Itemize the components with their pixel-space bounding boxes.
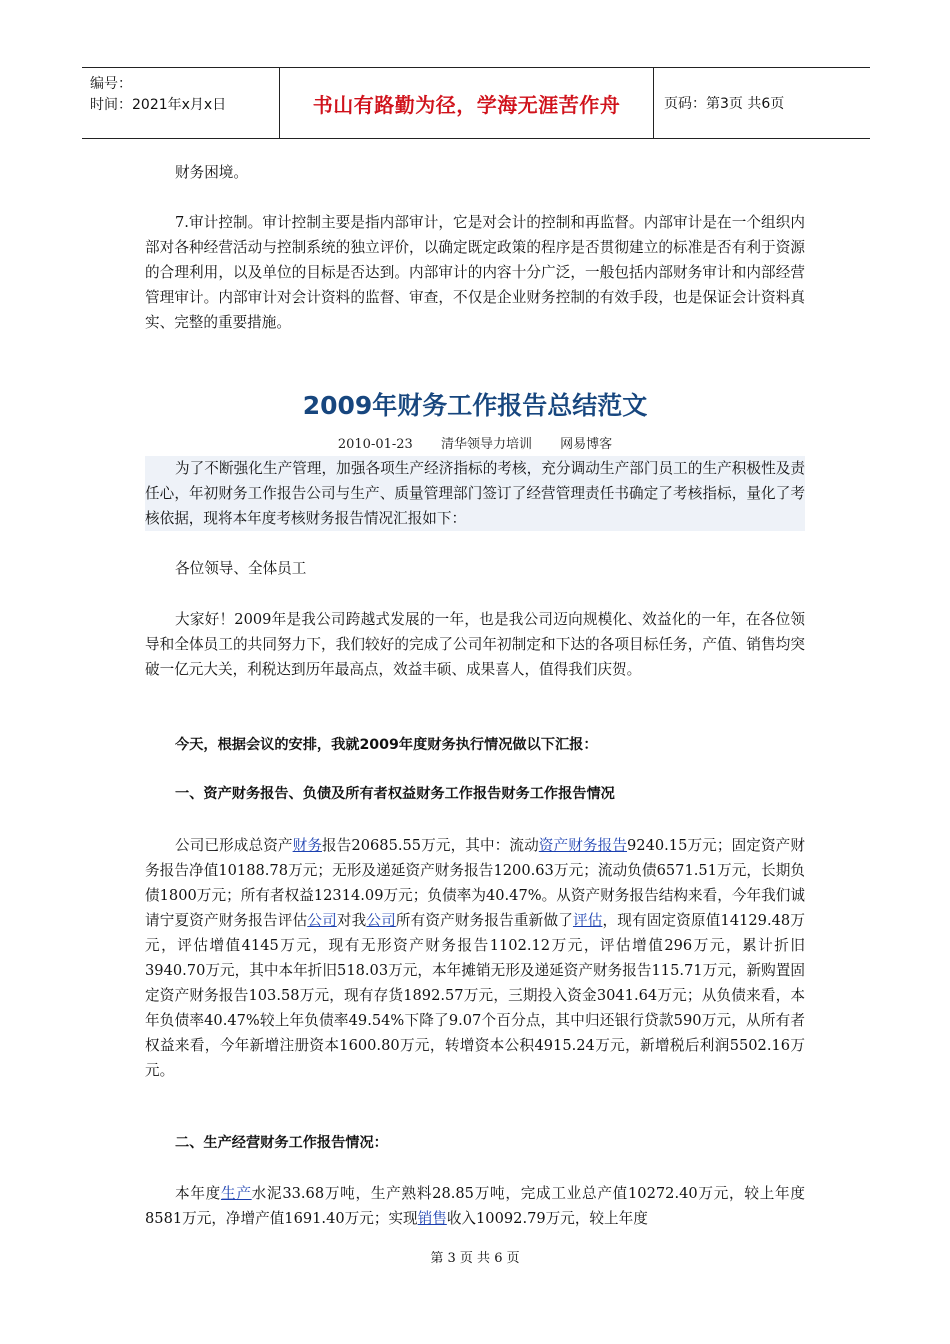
link-company-2[interactable]: 公司 <box>366 912 396 929</box>
greeting: 各位领导、全体员工 <box>175 560 307 577</box>
section-2-heading: 二、生产经营财务工作报告情况： <box>175 1135 388 1151</box>
link-finance[interactable]: 财务 <box>292 837 323 854</box>
section-1-body <box>145 833 805 1083</box>
page-footer: 第 3 页 共 6 页 <box>430 1251 520 1266</box>
header-page-info: 页码：第3页 共6页 <box>664 96 785 112</box>
prev-tail: 财务困境。 <box>175 164 248 181</box>
article-date: 2010-01-23 <box>337 437 413 452</box>
link-production[interactable]: 生产 <box>221 1185 252 1202</box>
s2-text-c: 收入10092.79万元，较上年度 <box>446 1210 648 1227</box>
paragraph-1: 大家好！2009年是我公司跨越式发展的一年，也是我公司迈向规模化、效益化的一年，在各位领导和全体员工的共同努力下，我们较好的完成了公司年初制定和下达的各项目标任务，产值、销售均突破一亿元大关，利税达到历年最高点，效益丰硕、成果喜人，值得我们庆贺。 <box>145 611 805 678</box>
header-meta <box>82 68 280 138</box>
date-label: 时间：2021年x月x日 <box>90 97 227 113</box>
s1-text-e: 所有资产财务报告重新做了 <box>395 912 573 929</box>
today-heading: 今天，根据会议的安排，我就2009年度财务执行情况做以下汇报： <box>175 737 598 753</box>
article-source1: 清华领导力培训 <box>440 437 532 452</box>
s1-text-a: 公司已形成总资产 <box>175 837 293 854</box>
link-sales[interactable]: 销售 <box>417 1210 447 1227</box>
article-title: 2009年财务工作报告总结范文 <box>302 391 648 420</box>
s1-text-c: 9240.15万元；固定资产财务报告净值10188.78万元；无形及递延资产财务报告1200.63万元；流动负债6571.51万元，长期负债1800万元；所有者权益12314.09万元；负债率为40.47%。从资产财务报告结构来看，今年我们诚请宁夏资产财务报告评估 <box>145 837 805 929</box>
article-meta <box>0 433 950 452</box>
s1-text-b: 报告20685.55万元，其中：流动 <box>322 837 539 854</box>
number-label: 编号： <box>90 76 132 92</box>
link-asset-report[interactable]: 资产财务报告 <box>538 837 628 854</box>
s2-text-b: 水泥33.68万吨，生产熟料28.85万吨，完成工业总产值10272.40万元，较上年度8581万元，净增产值1691.40万元；实现 <box>145 1185 805 1227</box>
link-evaluation[interactable]: 评估 <box>572 912 603 929</box>
page-header <box>82 67 870 139</box>
intro-paragraph: 为了不断强化生产管理，加强各项生产经济指标的考核，充分调动生产部门员工的生产积极性及责任心，年初财务工作报告公司与生产、质量管理部门签订了经营管理责任书确定了考核指标，量化了考核依据，现将本年度考核财务报告情况汇报如下： <box>145 456 805 531</box>
s1-text-d: 对我 <box>336 912 367 929</box>
prev-item7: 7.审计控制。审计控制主要是指内部审计，它是对会计的控制和再监督。内部审计是在一个组织内部对各种经营活动与控制系统的独立评价，以确定既定政策的程序是否贯彻建立的标准是否有利于资源的合理利用，以及单位的目标是否达到。内部审计的内容十分广泛，一般包括内部财务审计和内部经营管理审计。内部审计对会计资料的监督、审查，不仅是企业财务控制的有效手段，也是保证会计资料真实、完整的重要措施。 <box>145 214 805 331</box>
section-1-heading: 一、资产财务报告、负债及所有者权益财务工作报告财务工作报告情况 <box>175 786 615 802</box>
s1-text-f: ，现有固定资原值14129.48万元，评估增值4145万元，现有无形资产财务报告1102.12万元，评估增值296万元，累计折旧3940.70万元，其中本年折旧518.03万元，本年摊销无形及递延资产财务报告115.71万元，新购置固定资产财务报告103.58万元，现有存货1892.57万元，三期投入资金3041.64万元；从负债来看，本年负债率40.47%较上年负债率49.54%下降了9.07个百分点，其中归还银行贷款590万元，从所有者权益来看，今年新增注册资本1600.80万元，转增资本公积4915.24万元，新增税后利润5502.16万元。 <box>145 912 805 1079</box>
article-source2: 网易博客 <box>560 437 613 452</box>
section-2-body <box>145 1181 805 1231</box>
header-motto: 书山有路勤为径，学海无涯苦作舟 <box>280 68 654 138</box>
s2-text-a: 本年度 <box>175 1185 221 1202</box>
link-company-1[interactable]: 公司 <box>307 912 337 929</box>
